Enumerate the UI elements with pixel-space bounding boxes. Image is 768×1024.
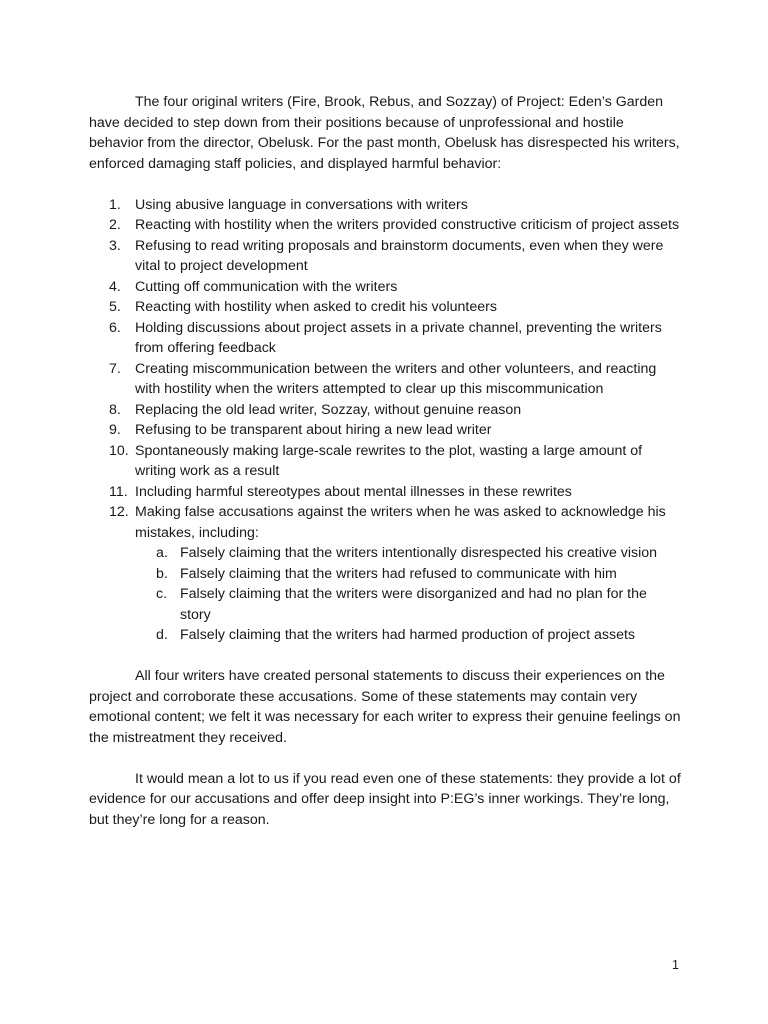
paragraph-gap [89, 174, 681, 195]
sublist-item [135, 584, 681, 625]
paragraph-gap [89, 646, 681, 667]
list-item-number: 11. [109, 483, 128, 500]
sublist-item-letter: c. [156, 586, 168, 602]
list-item [89, 195, 681, 216]
sublist-item-letter: a. [156, 545, 168, 561]
list-item-text: Cutting off communication with the writers [135, 278, 398, 295]
list-item-number: 5. [109, 299, 121, 315]
list-item [89, 277, 681, 298]
sublist-item [135, 625, 681, 646]
sublist-item-text: Falsely claiming that the writers had harmed production of project assets [180, 627, 636, 643]
sublist-item-letter: d. [156, 627, 168, 643]
intro-paragraph: The four original writers (Fire, Brook, Rebus, and Sozzay) of Project: Eden’s Garden have decided to step down from their positions because of unprofessional and hostile behavior from the director, Obelusk. For the past month, Obelusk has disrespected his writers, enforced damaging staff policies, and displayed harmful behavior: [89, 94, 680, 172]
list-item-number: 7. [109, 360, 121, 377]
accusation-list [89, 195, 681, 646]
list-item-text: Creating miscommunication between the writers and other volunteers, and reacting with hostility when the writers attempted to clear up this miscommunication [135, 360, 657, 397]
sublist-item-text: Falsely claiming that the writers intentionally disrespected his creative vision [180, 545, 658, 561]
page-number: 1 [672, 958, 679, 972]
statements-paragraph: All four writers have created personal statements to discuss their experiences on the project and corroborate these accusations. Some of these statements may contain very emotional content; we felt it was necessary for each writer to express their genuine feelings on the mistreatment they received. [89, 668, 681, 746]
list-item [89, 482, 681, 503]
sublist-item-letter: b. [156, 565, 168, 582]
list-item-number: 3. [109, 237, 121, 254]
list-item [89, 215, 681, 236]
list-item [89, 441, 681, 482]
sublist-item-text: Falsely claiming that the writers were disorganized and had no plan for the story [180, 586, 647, 623]
list-item-number: 12. [109, 504, 129, 520]
list-item-text: Refusing to be transparent about hiring a new lead writer [135, 422, 492, 438]
list-item-text: Replacing the old lead writer, Sozzay, without genuine reason [135, 401, 522, 418]
list-item-text: Using abusive language in conversations with writers [135, 196, 468, 213]
list-item [89, 502, 681, 646]
list-item [89, 359, 681, 400]
list-item-number: 10. [109, 442, 129, 459]
list-item-text: Making false accusations against the writers when he was asked to acknowledge his mistakes, including: [135, 504, 666, 541]
list-item-number: 6. [109, 319, 121, 336]
sublist-item [135, 564, 681, 585]
sublist-item [135, 543, 681, 564]
list-item-number: 4. [109, 278, 121, 295]
paragraph-gap [89, 748, 681, 769]
document-body [89, 92, 681, 830]
list-item-text: Holding discussions about project assets in a private channel, preventing the writers from offering feedback [135, 319, 662, 356]
list-item [89, 400, 681, 421]
closing-paragraph: It would mean a lot to us if you read even one of these statements: they provide a lot of evidence for our accusations and offer deep insight into P:EG’s inner workings. They’re long, but they’re long for a reason. [89, 770, 681, 828]
false-claims-sublist [135, 543, 681, 646]
list-item-text: Reacting with hostility when the writers provided constructive criticism of project assets [135, 217, 680, 233]
list-item-number: 1. [109, 196, 121, 213]
list-item-text: Spontaneously making large-scale rewrites to the plot, wasting a large amount of writing work as a result [135, 442, 643, 479]
list-item-text: Refusing to read writing proposals and brainstorm documents, even when they were vital to project development [135, 237, 664, 274]
list-item [89, 420, 681, 441]
sublist-item-text: Falsely claiming that the writers had refused to communicate with him [180, 565, 617, 582]
list-item-number: 2. [109, 217, 121, 233]
list-item-text: Including harmful stereotypes about mental illnesses in these rewrites [135, 483, 572, 500]
list-item-number: 9. [109, 422, 121, 438]
list-item-text: Reacting with hostility when asked to credit his volunteers [135, 299, 497, 315]
list-item [89, 318, 681, 359]
list-item [89, 297, 681, 318]
list-item-number: 8. [109, 401, 121, 418]
list-item [89, 236, 681, 277]
